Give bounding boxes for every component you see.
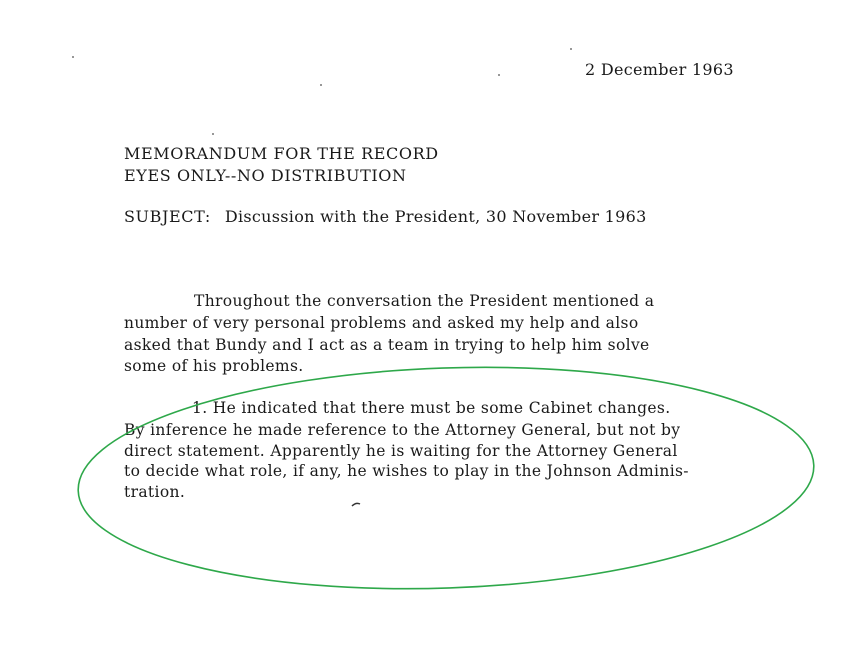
highlight-ellipse [74, 355, 817, 601]
numbered-item-line: By inference he made reference to the Attorney General, but not by [124, 421, 681, 439]
numbered-item-line: tration. [124, 483, 186, 501]
numbered-item-line: to decide what role, if any, he wishes to play in the Johnson Adminis- [124, 462, 689, 480]
paragraph-line: number of very personal problems and asked my help and also [124, 314, 639, 332]
numbered-item-line: 1. He indicated that there must be some Cabinet changes. [192, 399, 671, 417]
subject-text: Discussion with the President, 30 November 1963 [224, 207, 647, 226]
paragraph-line: some of his problems. [124, 357, 304, 375]
memo-date: 2 December 1963 [585, 60, 734, 79]
paragraph-line: Throughout the conversation the President mentioned a [194, 292, 655, 310]
numbered-item-line: direct statement. Apparently he is waiting for the Attorney General [124, 442, 678, 460]
subject-label: SUBJECT: [124, 207, 211, 226]
pen-mark [352, 503, 360, 506]
paragraph-line: asked that Bundy and I act as a team in trying to help him solve [124, 336, 650, 354]
distribution-notice: EYES ONLY--NO DISTRIBUTION [124, 166, 407, 185]
memo-heading: MEMORANDUM FOR THE RECORD [124, 144, 439, 163]
